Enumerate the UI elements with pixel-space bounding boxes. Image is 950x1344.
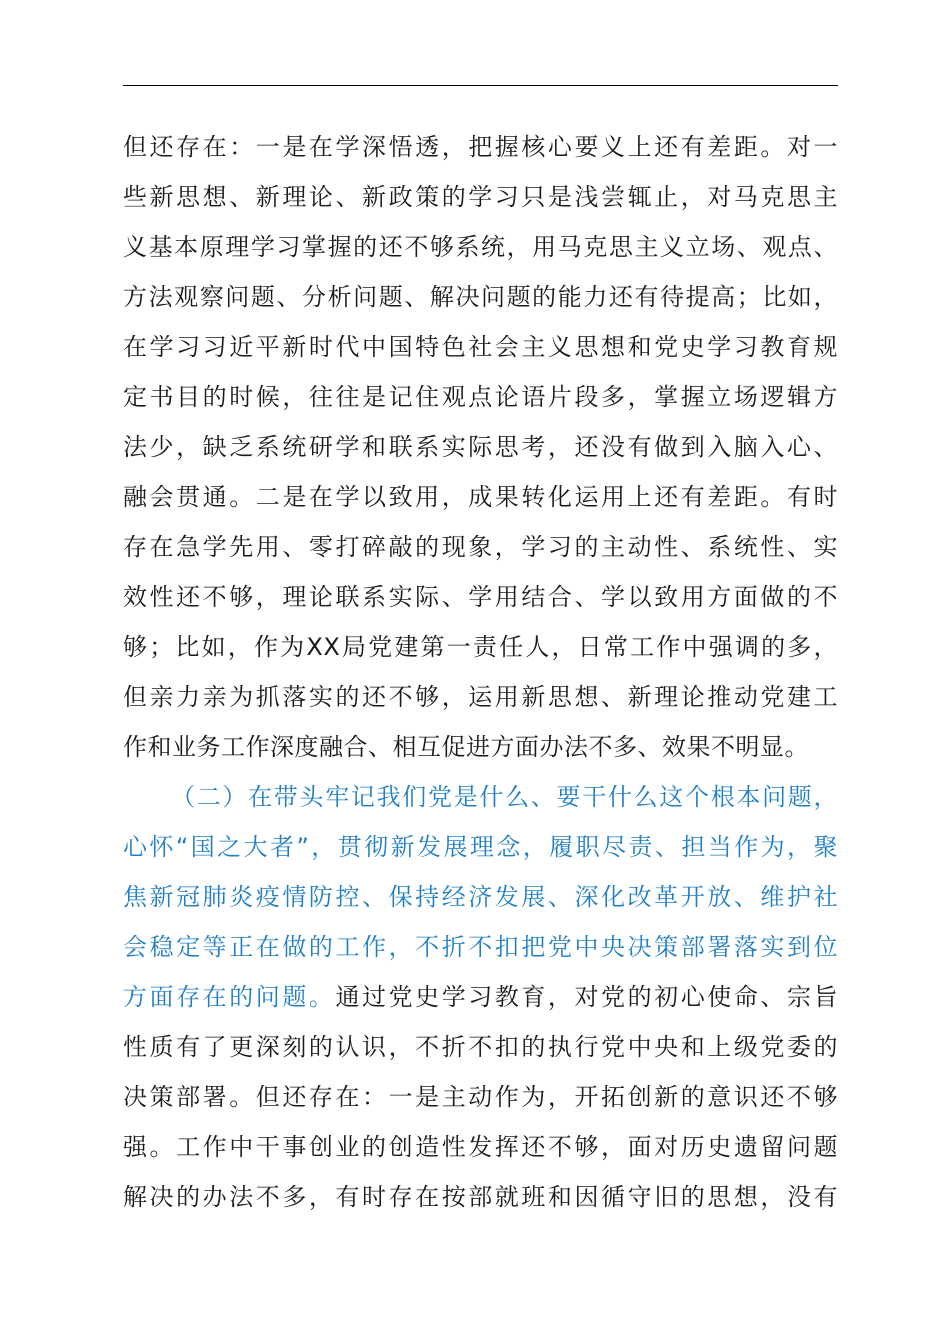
text-line — [123, 722, 838, 772]
body-text: 效性还不够，理论联系实际、学用结合、学以致用方面做的不 — [123, 583, 838, 611]
section-heading-text: （二）在带头牢记我们党是什么、要干什么这个根本问题， — [171, 783, 838, 811]
body-text: 够；比如，作为XX局党建第一责任人，日常工作中强调的多， — [123, 633, 838, 661]
header-rule — [123, 85, 838, 86]
document-body — [123, 122, 838, 1222]
body-text: 但还存在：一是在学深悟透，把握核心要义上还有差距。对一 — [123, 133, 838, 161]
text-line — [123, 872, 838, 922]
text-line — [123, 1072, 838, 1122]
text-line — [123, 1122, 838, 1172]
text-line — [123, 372, 838, 422]
text-line — [123, 672, 838, 722]
body-text: 定书目的时候，往往是记住观点论语片段多，掌握立场逻辑方 — [123, 383, 838, 411]
text-line — [123, 122, 838, 172]
text-line — [123, 1022, 838, 1072]
section-heading-text: 会稳定等正在做的工作，不折不扣把党中央决策部署落实到位 — [123, 933, 838, 961]
text-line — [123, 572, 838, 622]
text-line — [123, 622, 838, 672]
text-line — [123, 422, 838, 472]
section-heading-text: 方面存在的问题。 — [123, 983, 336, 1011]
body-text: 通过党史学习教育，对党的初心使命、宗旨 — [335, 983, 839, 1011]
text-line — [123, 472, 838, 522]
body-text: 作和业务工作深度融合、相互促进方面办法不多、效果不明显。 — [123, 733, 809, 761]
body-text: 但亲力亲为抓落实的还不够，运用新思想、新理论推动党建工 — [123, 683, 838, 711]
text-line — [123, 772, 838, 822]
section-heading-text: 心怀“国之大者”，贯彻新发展理念，履职尽责、担当作为，聚 — [123, 833, 838, 861]
body-text: 法少，缺乏系统研学和联系实际思考，还没有做到入脑入心、 — [123, 433, 838, 461]
text-line — [123, 172, 838, 222]
section-heading-text: 焦新冠肺炎疫情防控、保持经济发展、深化改革开放、维护社 — [123, 883, 838, 911]
text-line — [123, 272, 838, 322]
text-line — [123, 822, 838, 872]
body-text: 融会贯通。二是在学以致用，成果转化运用上还有差距。有时 — [123, 483, 838, 511]
body-text: 在学习习近平新时代中国特色社会主义思想和党史学习教育规 — [123, 333, 838, 361]
body-text: 存在急学先用、零打碎敲的现象，学习的主动性、系统性、实 — [123, 533, 838, 561]
text-line — [123, 922, 838, 972]
body-text: 性质有了更深刻的认识，不折不扣的执行党中央和上级党委的 — [123, 1033, 838, 1061]
body-text: 方法观察问题、分析问题、解决问题的能力还有待提高；比如， — [123, 283, 838, 311]
body-text: 些新思想、新理论、新政策的学习只是浅尝辄止，对马克思主 — [123, 183, 838, 211]
text-line — [123, 1172, 838, 1222]
text-line — [123, 522, 838, 572]
body-text: 强。工作中干事创业的创造性发挥还不够，面对历史遗留问题 — [123, 1133, 838, 1161]
text-line — [123, 222, 838, 272]
body-text: 决策部署。但还存在：一是主动作为，开拓创新的意识还不够 — [123, 1083, 838, 1111]
text-line — [123, 972, 838, 1022]
text-line — [123, 322, 838, 372]
body-text: 义基本原理学习掌握的还不够系统，用马克思主义立场、观点、 — [123, 233, 838, 261]
body-text: 解决的办法不多，有时存在按部就班和因循守旧的思想，没有 — [123, 1183, 838, 1211]
